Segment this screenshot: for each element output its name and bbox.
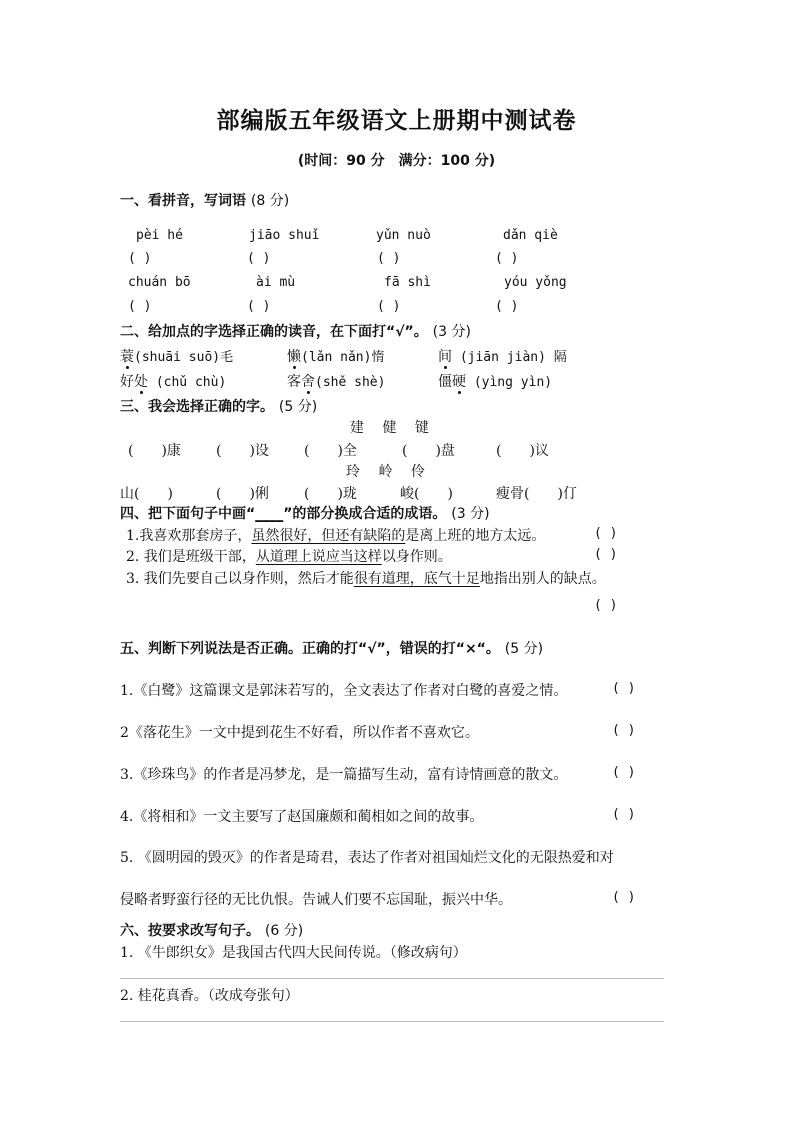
answer-blank[interactable]: ( ) [612, 681, 636, 696]
dotted-character: 蓑 [120, 349, 134, 365]
sentence-text: 地指出别人的缺点。 [479, 571, 606, 587]
answer-blank[interactable]: ( ) [612, 807, 636, 822]
pinyin-options: (lǎn nǎn)惰 [301, 350, 385, 365]
underlined-phrase: 虽然很好，但还有缺陷的 [251, 528, 406, 544]
answer-blank[interactable]: ( ) [247, 299, 271, 314]
section-heading-text: 三、我会选择正确的字。 [120, 399, 274, 415]
dotted-character: 硬 [452, 374, 466, 390]
pronunciation-item-6[interactable] [438, 371, 552, 391]
section-points: (6 分) [264, 923, 304, 939]
character-choices-2: 玲 岭 伶 [346, 464, 425, 480]
dotted-character: 间 [438, 349, 452, 365]
pinyin-options: (jiān jiàn) 隔 [452, 350, 567, 365]
answer-blank[interactable]: ( ) [612, 723, 636, 738]
pinyin-6: ài mù [256, 275, 296, 290]
pinyin-7: fā shì [384, 275, 431, 290]
pinyin-2: jiāo shuǐ [249, 228, 320, 243]
rewrite-item-1: 1. 《牛郎织女》是我国古代四大民间传说。（修改病句） [120, 945, 467, 961]
pinyin-5: chuán bō [128, 275, 191, 290]
section-2-heading [120, 321, 471, 341]
answer-blank[interactable]: ( ) [247, 251, 271, 266]
section-5-heading [120, 638, 543, 658]
answer-blank[interactable]: ( ) [128, 299, 152, 314]
sentence-text: 我们是班级干部， [139, 549, 256, 565]
judgement-item-5-cont: 侵略者野蛮行径的无比仇恨。告诫人们要不忘国耻，振兴中华。 [120, 892, 512, 908]
section-1-heading [120, 190, 289, 210]
judgement-item-1: 1.《白鹭》这篇课文是郭沫若写的，全文表达了作者对白鹭的喜爱之情。 [120, 683, 568, 699]
fill-character-1[interactable]: ( )康 [128, 443, 181, 459]
word-prefix: 僵 [438, 374, 452, 390]
judgement-item-2: 2《落花生》一文中提到花生不好看，所以作者不喜欢它。 [120, 725, 479, 741]
section-heading-text: 一、看拼音，写词语 [120, 193, 246, 209]
item-number: 3. [126, 571, 140, 587]
fill-character-3[interactable]: ( )全 [304, 443, 357, 459]
pinyin-options: (shuāi suō)毛 [134, 350, 234, 365]
pronunciation-item-1[interactable] [120, 346, 233, 366]
pinyin-8: yóu yǒng [504, 275, 567, 290]
section-heading-text: ”的部分换成合适的成语。 [283, 506, 447, 522]
section-heading-text: 四、把下面句子中画“ [120, 506, 256, 522]
fill-character-10[interactable]: 瘦骨( )仃 [496, 486, 577, 502]
answer-blank[interactable]: ( ) [377, 299, 401, 314]
pronunciation-item-2[interactable] [287, 346, 384, 366]
pinyin-1: pèi hé [136, 228, 183, 243]
pronunciation-item-5[interactable] [287, 371, 385, 391]
fill-character-6[interactable]: 山( ) [120, 486, 173, 502]
answer-blank[interactable]: ( ) [612, 890, 636, 905]
pinyin-3: yǔn nuò [376, 228, 431, 243]
section-4-heading [120, 503, 490, 523]
section-heading-text: 五、判断下列说法是否正确。正确的打“√”，错误的打“×“。 [120, 641, 500, 657]
sentence-text: 以身作则。 [381, 549, 452, 565]
answer-blank[interactable]: ( ) [612, 765, 636, 780]
answer-line[interactable] [120, 1021, 664, 1022]
page-title: 部编版五年级语文上册期中测试卷 [216, 108, 577, 134]
pronunciation-item-4[interactable] [120, 371, 226, 391]
section-points: (3 分) [432, 324, 471, 340]
underline-sample: ____ [255, 506, 284, 522]
answer-blank[interactable]: ( ) [594, 526, 618, 541]
judgement-item-5: 5. 《圆明园的毁灭》的作者是琦君，表达了作者对祖国灿烂文化的无限热爱和对 [120, 850, 614, 866]
fill-character-9[interactable]: 峻( ) [400, 486, 453, 502]
pinyin-options: (shě shè) [315, 375, 386, 390]
fill-character-4[interactable]: ( )盘 [402, 443, 455, 459]
sentence-text: 是离上班的地方太远。 [405, 528, 546, 544]
idiom-sentence-1 [126, 525, 545, 545]
word-prefix: 好 [120, 374, 134, 390]
answer-blank[interactable]: ( ) [495, 299, 519, 314]
idiom-sentence-3 [126, 568, 606, 588]
fill-character-8[interactable]: ( )珑 [304, 486, 357, 502]
section-points: (5 分) [504, 641, 544, 657]
dotted-character: 舍 [301, 374, 315, 390]
exam-time-score: (时间：90 分 满分：100 分) [297, 153, 496, 169]
judgement-item-4: 4.《将相和》一文主要写了赵国廉颇和蔺相如之间的故事。 [120, 809, 484, 825]
item-number: 2. [126, 549, 140, 565]
idiom-sentence-2 [126, 546, 452, 566]
pinyin-options: (chǔ chù) [148, 375, 227, 390]
rewrite-item-2: 2. 桂花真香。（改成夸张句） [120, 988, 299, 1004]
item-number: 1. [126, 528, 140, 544]
word-prefix: 客 [287, 374, 301, 390]
pinyin-options: (yìng yìn) [466, 375, 553, 390]
answer-line[interactable] [120, 978, 664, 979]
pronunciation-item-3[interactable] [438, 346, 567, 366]
fill-character-7[interactable]: ( )俐 [216, 486, 269, 502]
section-points: (3 分) [451, 506, 490, 522]
answer-blank[interactable]: ( ) [594, 598, 618, 613]
section-points: (5 分) [278, 399, 318, 415]
section-heading-text: 二、给加点的字选择正确的读音，在下面打“√”。 [120, 324, 428, 340]
sentence-text: 我们先要自己以身作则，然后才能 [139, 571, 354, 587]
section-3-heading [120, 396, 317, 416]
answer-blank[interactable]: ( ) [594, 547, 618, 562]
dotted-character: 处 [134, 374, 148, 390]
section-heading-text: 六、按要求改写句子。 [120, 923, 260, 939]
judgement-item-3: 3.《珍珠鸟》的作者是冯梦龙，是一篇描写生动，富有诗情画意的散文。 [120, 767, 568, 783]
fill-character-5[interactable]: ( )议 [496, 443, 549, 459]
underlined-phrase: 很有道理，底气十足 [353, 571, 480, 587]
pinyin-4: dǎn qiè [503, 228, 558, 243]
dotted-character: 懒 [287, 349, 301, 365]
answer-blank[interactable]: ( ) [495, 251, 519, 266]
underlined-phrase: 从道理上说应当这样 [255, 549, 382, 565]
section-points: (8 分) [250, 193, 290, 209]
fill-character-2[interactable]: ( )设 [216, 443, 269, 459]
section-6-heading [120, 920, 303, 940]
sentence-text: 我喜欢那套房子， [139, 528, 252, 544]
character-choices-1: 建 健 键 [350, 420, 429, 436]
answer-blank[interactable]: ( ) [377, 251, 401, 266]
answer-blank[interactable]: ( ) [128, 251, 152, 266]
